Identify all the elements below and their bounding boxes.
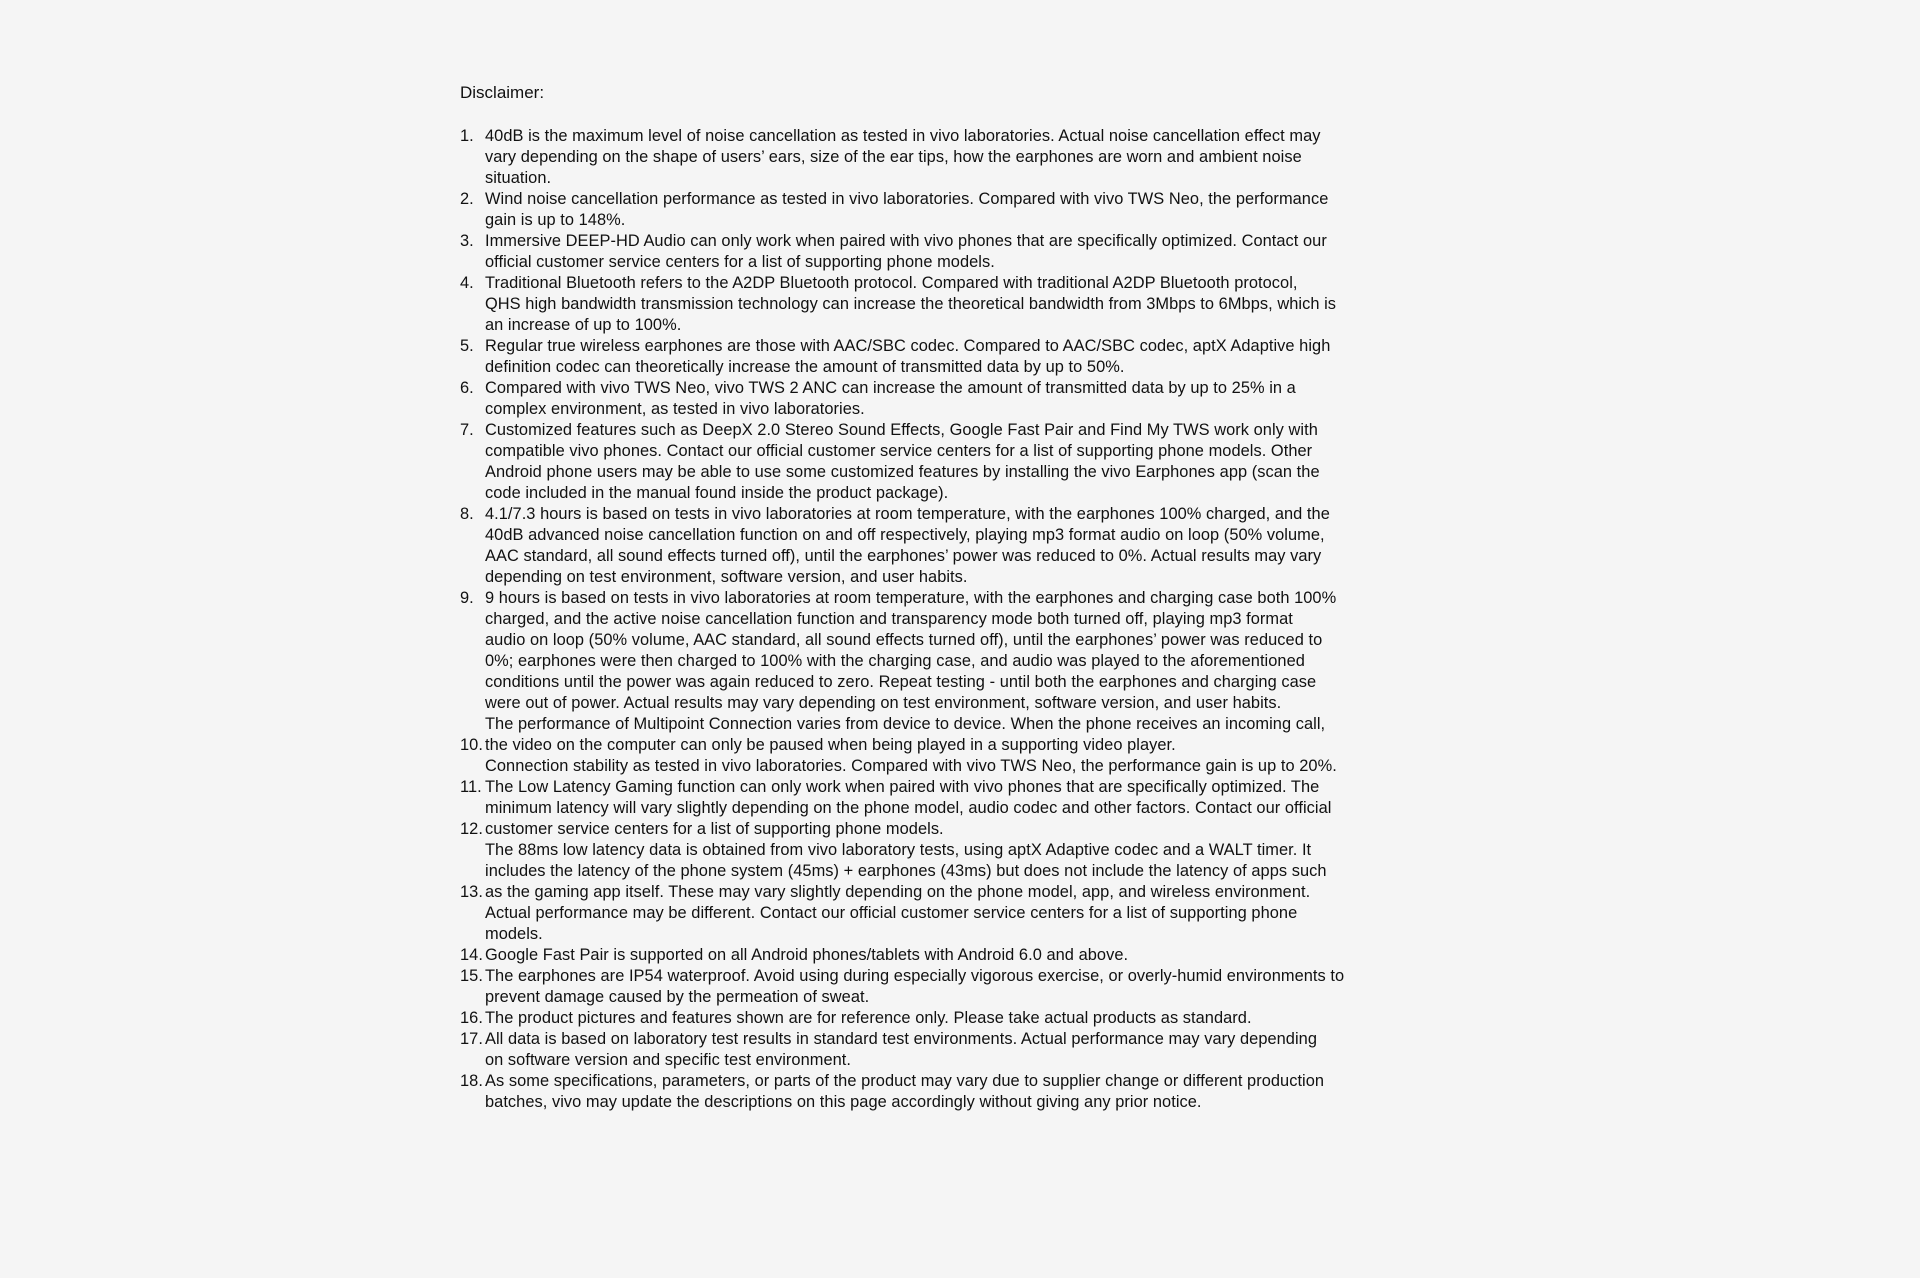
line-text: Android phone users may be able to use some customized features by installing the vivo Earphones app (scan the xyxy=(485,463,1320,481)
disclaimer-line xyxy=(460,609,1470,630)
line-text: an increase of up to 100%. xyxy=(485,316,682,334)
disclaimer-line xyxy=(460,273,1470,294)
line-text: code included in the manual found inside the product package). xyxy=(485,484,949,502)
line-text: gain is up to 148%. xyxy=(485,211,626,229)
line-text: 9 hours is based on tests in vivo laboratories at room temperature, with the earphones and charging case both 100% xyxy=(485,589,1337,607)
disclaimer-line xyxy=(460,231,1470,252)
list-number: 5. xyxy=(460,337,474,355)
line-text: Google Fast Pair is supported on all Android phones/tablets with Android 6.0 and above. xyxy=(485,946,1129,964)
line-text: The product pictures and features shown are for reference only. Please take actual products as standard. xyxy=(485,1009,1252,1027)
disclaimer-line xyxy=(460,1008,1470,1029)
disclaimer-line xyxy=(460,1029,1470,1050)
line-text: compatible vivo phones. Contact our official customer service centers for a list of supporting phone models. Other xyxy=(485,442,1313,460)
line-text: as the gaming app itself. These may vary slightly depending on the phone model, app, and wireless environment. xyxy=(485,883,1311,901)
line-text: 4.1/7.3 hours is based on tests in vivo laboratories at room temperature, with the earphones 100% charged, and the xyxy=(485,505,1330,523)
line-text: models. xyxy=(485,925,543,943)
disclaimer-line xyxy=(460,672,1470,693)
disclaimer-line xyxy=(460,210,1470,231)
line-text: Traditional Bluetooth refers to the A2DP Bluetooth protocol. Compared with traditional A2DP Bluetooth protocol, xyxy=(485,274,1298,292)
line-text: Compared with vivo TWS Neo, vivo TWS 2 ANC can increase the amount of transmitted data by up to 25% in a xyxy=(485,379,1296,397)
disclaimer-line xyxy=(460,924,1470,945)
line-text: vary depending on the shape of users’ ears, size of the ear tips, how the earphones are worn and ambient noise xyxy=(485,148,1302,166)
disclaimer-line xyxy=(460,420,1470,441)
list-number: 11. xyxy=(460,778,482,796)
line-text: charged, and the active noise cancellation function and transparency mode both turned off, playing mp3 format xyxy=(485,610,1293,628)
line-text: prevent damage caused by the permeation of sweat. xyxy=(485,988,870,1006)
disclaimer-line xyxy=(460,756,1470,777)
disclaimer-line xyxy=(460,1071,1470,1092)
line-text: Customized features such as DeepX 2.0 Stereo Sound Effects, Google Fast Pair and Find My TWS work only with xyxy=(485,421,1318,439)
list-number: 7. xyxy=(460,421,474,439)
line-text: AAC standard, all sound effects turned off), until the earphones’ power was reduced to 0%. Actual results may vary xyxy=(485,547,1322,565)
line-text: were out of power. Actual results may vary depending on test environment, software version, and user habits. xyxy=(485,694,1282,712)
list-number: 10. xyxy=(460,736,483,754)
disclaimer-line xyxy=(460,798,1470,819)
disclaimer-line xyxy=(460,693,1470,714)
list-number: 12. xyxy=(460,820,483,838)
line-text: 40dB advanced noise cancellation function on and off respectively, playing mp3 format audio on loop (50% volume, xyxy=(485,526,1325,544)
line-text: audio on loop (50% volume, AAC standard, all sound effects turned off), until the earphones’ power was reduced to xyxy=(485,631,1323,649)
disclaimer-line xyxy=(460,294,1470,315)
disclaimer-line xyxy=(460,189,1470,210)
line-text: Immersive DEEP-HD Audio can only work when paired with vivo phones that are specifically optimized. Contact our xyxy=(485,232,1327,250)
disclaimer-line xyxy=(460,357,1470,378)
line-text: complex environment, as tested in vivo laboratories. xyxy=(485,400,865,418)
line-text: 40dB is the maximum level of noise cancellation as tested in vivo laboratories. Actual noise cancellation effect may xyxy=(485,127,1321,145)
disclaimer-line xyxy=(460,252,1470,273)
disclaimer-line xyxy=(460,861,1470,882)
disclaimer-line xyxy=(460,336,1470,357)
disclaimer-line xyxy=(460,483,1470,504)
disclaimer-line xyxy=(460,567,1470,588)
line-text: the video on the computer can only be paused when being played in a supporting video player. xyxy=(485,736,1176,754)
line-text: minimum latency will vary slightly depending on the phone model, audio codec and other factors. Contact our official xyxy=(485,799,1332,817)
list-number: 8. xyxy=(460,505,474,523)
line-text: The 88ms low latency data is obtained from vivo laboratory tests, using aptX Adaptive codec and a WALT timer. It xyxy=(485,841,1312,859)
disclaimer-line xyxy=(460,525,1470,546)
disclaimer-line xyxy=(460,819,1470,840)
list-number: 4. xyxy=(460,274,474,292)
line-text: QHS high bandwidth transmission technology can increase the theoretical bandwidth from 3Mbps to 6Mbps, which is xyxy=(485,295,1337,313)
disclaimer-line xyxy=(460,735,1470,756)
line-text: definition codec can theoretically increase the amount of transmitted data by up to 50%. xyxy=(485,358,1125,376)
line-text: customer service centers for a list of supporting phone models. xyxy=(485,820,944,838)
list-number: 2. xyxy=(460,190,474,208)
list-number: 1. xyxy=(460,127,474,145)
line-text: situation. xyxy=(485,169,552,187)
list-number: 16. xyxy=(460,1009,483,1027)
list-number: 15. xyxy=(460,967,483,985)
list-number: 14. xyxy=(460,946,483,964)
disclaimer-line xyxy=(460,630,1470,651)
line-text: The earphones are IP54 waterproof. Avoid using during especially vigorous exercise, or overly-humid environments to xyxy=(485,967,1345,985)
disclaimer-line xyxy=(460,147,1470,168)
line-text: As some specifications, parameters, or parts of the product may vary due to supplier change or different production xyxy=(485,1072,1325,1090)
list-number: 3. xyxy=(460,232,474,250)
line-text: Actual performance may be different. Contact our official customer service centers for a list of supporting phone xyxy=(485,904,1298,922)
disclaimer-line xyxy=(460,1092,1470,1113)
disclaimer-line xyxy=(460,588,1470,609)
line-text: batches, vivo may update the descriptions on this page accordingly without giving any prior notice. xyxy=(485,1093,1202,1111)
disclaimer-line xyxy=(460,399,1470,420)
disclaimer-section xyxy=(460,82,1470,1113)
line-text: Connection stability as tested in vivo laboratories. Compared with vivo TWS Neo, the performance gain is up to 20%. xyxy=(485,757,1337,775)
disclaimer-list xyxy=(460,126,1470,1113)
line-text: depending on test environment, software version, and user habits. xyxy=(485,568,968,586)
disclaimer-line xyxy=(460,882,1470,903)
list-number: 18. xyxy=(460,1072,483,1090)
line-text: official customer service centers for a list of supporting phone models. xyxy=(485,253,995,271)
disclaimer-line xyxy=(460,315,1470,336)
disclaimer-line xyxy=(460,966,1470,987)
disclaimer-line xyxy=(460,378,1470,399)
disclaimer-line xyxy=(460,126,1470,147)
disclaimer-line xyxy=(460,840,1470,861)
disclaimer-line xyxy=(460,777,1470,798)
disclaimer-line xyxy=(460,546,1470,567)
line-text: All data is based on laboratory test results in standard test environments. Actual performance may vary depending xyxy=(485,1030,1317,1048)
list-number: 13. xyxy=(460,883,483,901)
disclaimer-line xyxy=(460,651,1470,672)
disclaimer-title: Disclaimer: xyxy=(460,83,545,102)
line-text: includes the latency of the phone system (45ms) + earphones (43ms) but does not include the latency of apps such xyxy=(485,862,1327,880)
disclaimer-line xyxy=(460,903,1470,924)
line-text: Regular true wireless earphones are those with AAC/SBC codec. Compared to AAC/SBC codec, aptX Adaptive high xyxy=(485,337,1331,355)
disclaimer-line xyxy=(460,1050,1470,1071)
disclaimer-line xyxy=(460,945,1470,966)
disclaimer-line xyxy=(460,504,1470,525)
line-text: The Low Latency Gaming function can only work when paired with vivo phones that are specifically optimized. The xyxy=(485,778,1320,796)
disclaimer-line xyxy=(460,168,1470,189)
disclaimer-line xyxy=(460,714,1470,735)
list-number: 9. xyxy=(460,589,474,607)
disclaimer-line xyxy=(460,441,1470,462)
list-number: 17. xyxy=(460,1030,483,1048)
line-text: The performance of Multipoint Connection varies from device to device. When the phone receives an incoming call, xyxy=(485,715,1326,733)
list-number: 6. xyxy=(460,379,474,397)
line-text: 0%; earphones were then charged to 100% with the charging case, and audio was played to the aforementioned xyxy=(485,652,1305,670)
disclaimer-line xyxy=(460,462,1470,483)
line-text: on software version and specific test environment. xyxy=(485,1051,852,1069)
line-text: conditions until the power was again reduced to zero. Repeat testing - until both the earphones and charging case xyxy=(485,673,1317,691)
disclaimer-line xyxy=(460,987,1470,1008)
line-text: Wind noise cancellation performance as tested in vivo laboratories. Compared with vivo TWS Neo, the performance xyxy=(485,190,1329,208)
